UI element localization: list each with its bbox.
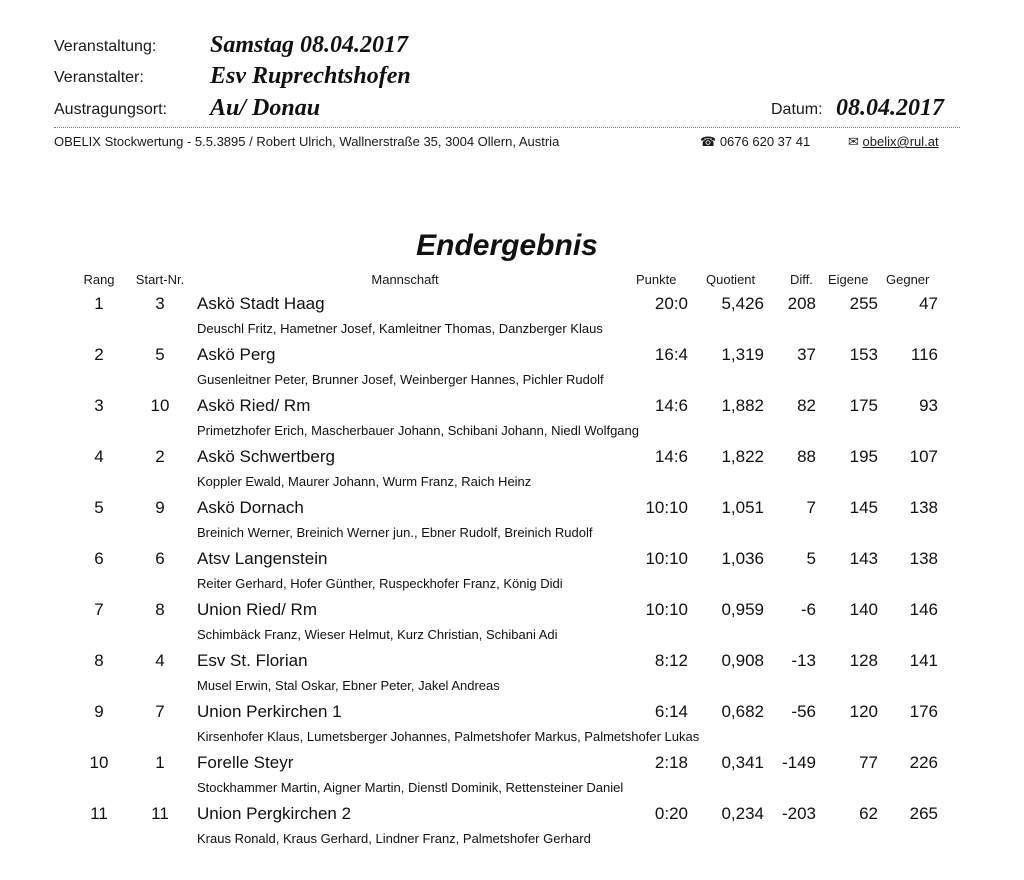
col-rang: Rang [83,272,115,287]
quotient-cell: 1,051 [721,498,764,517]
quotient-cell: 5,426 [721,294,764,313]
rank-cell: 9 [94,702,104,721]
team-members: Kraus Ronald, Kraus Gerhard, Lindner Franz, Palmetshofer Gerhard [197,831,591,846]
opponent-cell: 141 [909,651,938,670]
team-members: Gusenleitner Peter, Brunner Josef, Weinberger Hannes, Pichler Rudolf [197,372,604,387]
rank-cell: 7 [94,600,104,619]
diff-cell: 208 [787,294,816,313]
opponent-cell: 116 [910,345,938,364]
own-cell: 128 [849,651,878,670]
rank-cell: 11 [90,804,108,823]
rank-cell: 8 [94,651,104,670]
col-quotient: Quotient [706,272,756,287]
team-name: Askö Dornach [197,498,304,517]
rank-cell: 6 [94,549,104,568]
organizer-label: Veranstalter: [54,69,144,86]
col-team: Mannschaft [371,272,439,287]
points-cell: 2:18 [654,753,688,772]
own-cell: 140 [849,600,878,619]
team-members: Breinich Werner, Breinich Werner jun., Ebner Rudolf, Breinich Rudolf [197,525,593,540]
opponent-cell: 138 [909,498,938,517]
own-cell: 120 [849,702,878,721]
diff-cell: -56 [791,702,816,721]
quotient-cell: 0,682 [721,702,764,721]
mail-icon: ✉ [848,134,859,149]
event-value: Samstag 08.04.2017 [210,32,409,58]
own-cell: 62 [859,804,878,823]
points-cell: 8:12 [654,651,688,670]
table-row [0,651,1024,702]
points-cell: 10:10 [645,549,688,568]
table-row [0,294,1024,345]
rank-cell: 10 [89,753,109,772]
team-members: Kirsenhofer Klaus, Lumetsberger Johannes, Palmetshofer Markus, Palmetshofer Lukas [197,729,700,744]
table-row [0,753,1024,804]
quotient-cell: 0,341 [721,753,764,772]
date-value: 08.04.2017 [836,95,944,121]
own-cell: 255 [849,294,878,313]
venue-value: Au/ Donau [210,95,321,121]
diff-cell: -13 [791,651,816,670]
quotient-cell: 1,822 [721,447,764,466]
points-cell: 14:6 [654,396,688,415]
quotient-cell: 1,882 [721,396,764,415]
email-contact [848,134,939,150]
table-row [0,345,1024,396]
team-name: Union Pergkirchen 2 [197,804,352,823]
quotient-cell: 0,959 [721,600,764,619]
software-credit: OBELIX Stockwertung - 5.5.3895 / Robert Ulrich, Wallnerstraße 35, 3004 Ollern, Austria [54,134,560,149]
team-name: Union Ried/ Rm [197,600,317,619]
diff-cell: 82 [797,396,816,415]
rank-cell: 2 [94,345,104,364]
opponent-cell: 47 [919,294,938,313]
rank-cell: 5 [94,498,104,517]
diff-cell: 5 [806,549,816,568]
opponent-cell: 146 [909,600,938,619]
phone-number: 0676 620 37 41 [719,134,811,149]
venue-label: Austragungsort: [54,101,167,118]
start-number-cell: 7 [155,702,165,721]
points-cell: 10:10 [645,600,688,619]
rank-cell: 3 [94,396,104,415]
start-number-cell: 4 [155,651,165,670]
table-row [0,498,1024,549]
team-name: Askö Stadt Haag [197,294,325,313]
team-name: Union Perkirchen 1 [197,702,342,721]
own-cell: 195 [849,447,878,466]
event-label: Veranstaltung: [54,38,157,55]
team-members: Stockhammer Martin, Aigner Martin, Dienstl Dominik, Rettensteiner Daniel [197,780,624,795]
start-number-cell: 1 [155,753,165,772]
own-cell: 145 [849,498,878,517]
table-row [0,396,1024,447]
table-row [0,804,1024,855]
diff-cell: 88 [797,447,816,466]
opponent-cell: 138 [909,549,938,568]
team-members: Reiter Gerhard, Hofer Günther, Ruspeckhofer Franz, König Didi [197,576,563,591]
points-cell: 14:6 [654,447,688,466]
quotient-cell: 1,319 [721,345,764,364]
team-members: Schimbäck Franz, Wieser Helmut, Kurz Christian, Schibani Adi [197,627,558,642]
team-members: Primetzhofer Erich, Mascherbauer Johann, Schibani Johann, Niedl Wolfgang [197,423,639,438]
email-link[interactable]: obelix@rul.at [862,134,939,149]
quotient-cell: 1,036 [721,549,764,568]
start-number-cell: 5 [155,345,165,364]
table-row [0,549,1024,600]
own-cell: 77 [859,753,878,772]
team-members: Deuschl Fritz, Hametner Josef, Kamleitner Thomas, Danzberger Klaus [197,321,603,336]
points-cell: 0:20 [654,804,688,823]
table-row [0,702,1024,753]
diff-cell: 7 [806,498,816,517]
start-number-cell: 2 [155,447,165,466]
team-members: Musel Erwin, Stal Oskar, Ebner Peter, Jakel Andreas [197,678,500,693]
table-row [0,600,1024,651]
team-name: Atsv Langenstein [197,549,328,568]
own-cell: 175 [849,396,878,415]
diff-cell: 37 [797,345,816,364]
phone-contact [700,134,810,150]
page-title: Endergebnis [416,229,598,262]
team-name: Forelle Steyr [197,753,294,772]
col-punkte: Punkte [636,272,677,287]
col-diff: Diff. [790,272,813,287]
opponent-cell: 226 [909,753,938,772]
team-name: Askö Schwertberg [197,447,335,466]
team-members: Koppler Ewald, Maurer Johann, Wurm Franz, Raich Heinz [197,474,532,489]
rank-cell: 4 [94,447,104,466]
quotient-cell: 0,908 [721,651,764,670]
points-cell: 10:10 [645,498,688,517]
rank-cell: 1 [94,294,104,313]
table-row [0,447,1024,498]
start-number-cell: 3 [155,294,165,313]
start-number-cell: 6 [155,549,165,568]
start-number-cell: 9 [155,498,165,517]
points-cell: 6:14 [654,702,688,721]
points-cell: 16:4 [654,345,688,364]
col-eigene: Eigene [828,272,869,287]
col-start: Start-Nr. [135,272,185,287]
header-divider [54,127,960,128]
diff-cell: -6 [800,600,816,619]
opponent-cell: 265 [909,804,938,823]
team-name: Askö Perg [197,345,276,364]
quotient-cell: 0,234 [721,804,764,823]
col-gegner: Gegner [886,272,930,287]
opponent-cell: 176 [909,702,938,721]
diff-cell: -203 [781,804,816,823]
start-number-cell: 10 [150,396,170,415]
own-cell: 143 [849,549,878,568]
own-cell: 153 [849,345,878,364]
team-name: Esv St. Florian [197,651,308,670]
organizer-value: Esv Ruprechtshofen [210,63,411,89]
diff-cell: -149 [781,753,816,772]
phone-icon: ☎ [700,134,717,149]
opponent-cell: 107 [909,447,938,466]
team-name: Askö Ried/ Rm [197,396,311,415]
opponent-cell: 93 [919,396,938,415]
start-number-cell: 11 [151,804,169,823]
points-cell: 20:0 [654,294,688,313]
start-number-cell: 8 [155,600,165,619]
date-label: Datum: [771,101,823,118]
